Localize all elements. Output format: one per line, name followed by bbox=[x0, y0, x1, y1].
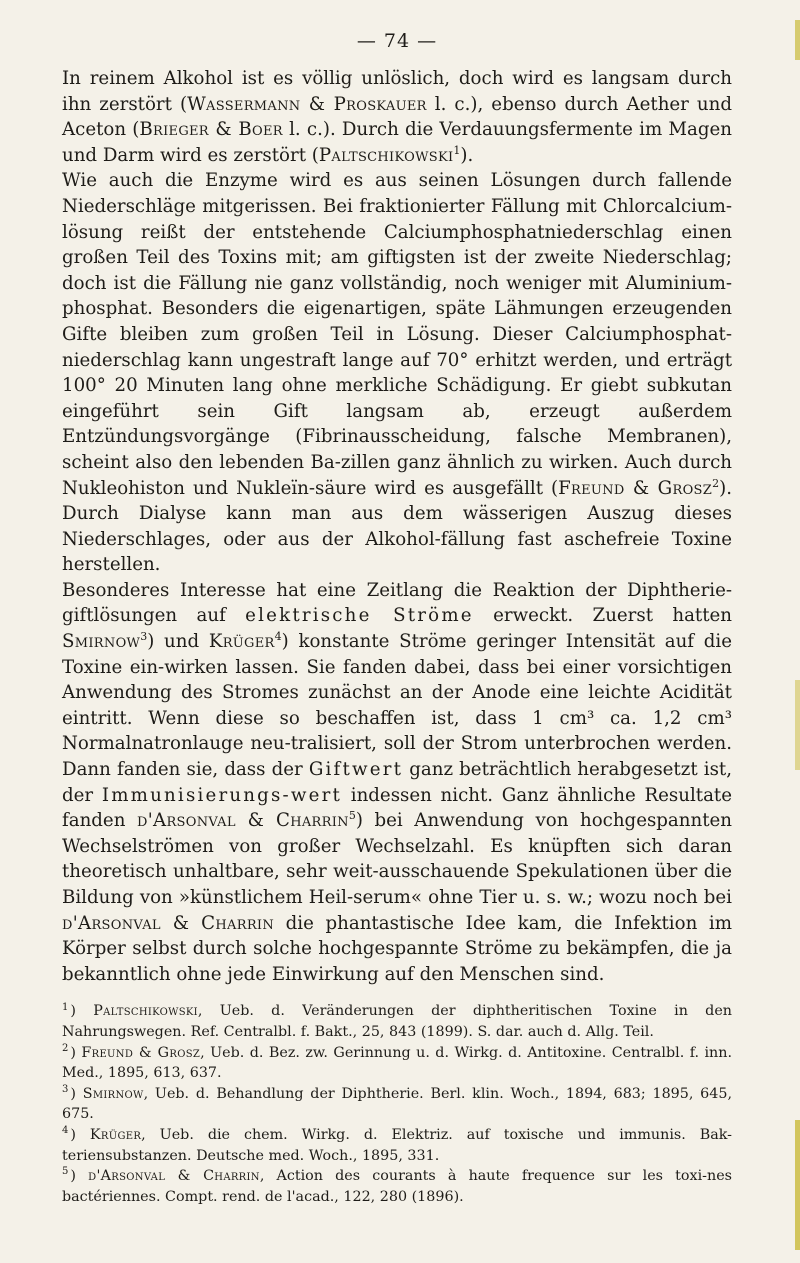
footnote bbox=[62, 1001, 732, 1042]
footnote bbox=[62, 1166, 732, 1207]
text-run: ). bbox=[460, 144, 474, 166]
footnote-number: 1 bbox=[62, 1001, 69, 1013]
paragraph bbox=[62, 66, 732, 168]
text-run: ) bei Anwendung von hochgespannten Wechselströmen von großer Wechselzahl. Es knüpften sich daran theoretisch unhaltbare, sehr weit-ausschauende Spekulationen über die Bildung von »künstlichem Heil-serum« ohne Tier u. s. w.; wozu noch bei bbox=[62, 810, 732, 908]
book-page bbox=[62, 30, 732, 1207]
body-text bbox=[62, 66, 732, 987]
emphasis-text: elektrische Ströme bbox=[245, 605, 474, 627]
text-run: , Ueb. d. Veränderungen der diphtheritischen Toxine in den Nahrungswegen. Ref. Centralbl. f. Bakt., 25, 843 (1899). S. dar. auch d. Allg. Teil. bbox=[62, 1003, 732, 1040]
author-name: Brieger & Boer bbox=[139, 119, 283, 141]
author-name: Smirnow bbox=[82, 1085, 144, 1102]
text-run: , Ueb. die chem. Wirkg. d. Elektriz. auf toxische und immunis. Bak-teriensubstanzen. Deutsche med. Woch., 1895, 331. bbox=[62, 1126, 732, 1164]
footnote-paren: ) bbox=[70, 1044, 82, 1061]
footnotes bbox=[62, 1001, 732, 1207]
author-name: Paltschikowski bbox=[318, 144, 454, 166]
footnote-number: 5 bbox=[62, 1166, 69, 1178]
footnote-paren: ) bbox=[70, 1126, 90, 1143]
text-run: ganz beträchtlich herabgesetzt ist, der bbox=[62, 759, 732, 806]
footnote-ref: 4 bbox=[274, 630, 282, 643]
footnote-number: 4 bbox=[62, 1125, 69, 1137]
footnote-ref: 3 bbox=[140, 630, 148, 643]
footnote-paren: ) bbox=[70, 1085, 83, 1102]
text-run: , Ueb. d. Behandlung der Diphtherie. Berl. klin. Woch., 1894, 683; 1895, 645, 675. bbox=[62, 1085, 733, 1123]
author-name: Krüger bbox=[208, 631, 275, 653]
author-name: Krüger bbox=[89, 1126, 142, 1143]
text-run: ) konstante Ströme geringer Intensität auf die Toxine ein-wirken lassen. Sie fanden dabei, dass bei einer vorsichtigen Anwendung des Stromes zunächst an der Anode eine leichte Acidität eintritt. Wenn diese so beschaffen ist, dass 1 cm³ ca. 1,2 cm³ Normalnatronlauge neu-tralisiert, soll der Strom unterbrochen werden. Dann fanden sie, dass der bbox=[62, 631, 732, 781]
text-run: l. c.), ebenso durch Aether und Aceton ( bbox=[62, 93, 732, 141]
footnote-ref: 2 bbox=[712, 476, 720, 490]
author-name: Freund & Grosz bbox=[558, 477, 713, 499]
author-name: d'Arsonval & Charrin bbox=[88, 1168, 260, 1185]
page-edge-mark bbox=[795, 20, 800, 60]
footnote bbox=[62, 1043, 732, 1084]
footnote-ref: 5 bbox=[348, 809, 356, 823]
emphasis-text: Giftwert bbox=[308, 759, 404, 781]
paragraph bbox=[62, 168, 732, 578]
author-name: Wassermann & Proskauer bbox=[187, 93, 427, 115]
author-name: Paltschikowski bbox=[93, 1003, 198, 1020]
text-run: In reinem Alkohol ist es völlig unlöslich, doch wird es langsam durch ihn zerstört ( bbox=[62, 68, 732, 115]
paragraph bbox=[62, 578, 732, 988]
footnote-paren: ) bbox=[70, 1003, 94, 1020]
text-run: indessen nicht. Ganz ähnliche Resultate fanden bbox=[62, 784, 732, 832]
footnote-number: 2 bbox=[62, 1042, 69, 1054]
text-run: die phantastische Idee kam, die Infektion im Körper selbst durch solche hochgespannte Ströme zu bekämpfen, die ja bekanntlich ohne jede Einwirkung auf den Menschen sind. bbox=[62, 912, 732, 985]
page-edge-mark bbox=[795, 680, 800, 770]
text-run: Besonderes Interesse hat eine Zeitlang die Reaktion der Diphtherie-giftlösungen auf bbox=[62, 579, 732, 627]
author-name: Freund & Grosz bbox=[81, 1044, 201, 1061]
page-edge-mark bbox=[795, 1120, 800, 1250]
footnote bbox=[62, 1084, 732, 1125]
emphasis-text: Immunisierungs-wert bbox=[101, 784, 343, 806]
footnote-number: 3 bbox=[62, 1083, 69, 1095]
footnote-paren: ) bbox=[70, 1168, 89, 1185]
footnote-ref: 1 bbox=[453, 143, 461, 157]
text-run: , Action des courants à haute frequence sur les toxi-nes bactériennes. Compt. rend. de l'acad., 122, 280 (1896). bbox=[62, 1168, 733, 1205]
page-number: — 74 — bbox=[356, 30, 438, 52]
author-name: d'Arsonval & Charrin bbox=[136, 810, 349, 832]
text-run: Wie auch die Enzyme wird es aus seinen Lösungen durch fallende Niederschläge mitgerissen. Bei fraktionierter Fällung mit Chlorcalcium-lösung reißt der entstehende Calciumphosphatniederschlag einen großen Teil des Toxins mit; am giftigsten ist der zweite Niederschlag; doch ist die Fällung nie ganz vollständig, noch weniger mit Aluminium-phosphat. Besonders die eigenartigen, späte Lähmungen erzeugenden Gifte bleiben zum großen Teil in Lösung. Dieser Calciumphosphat-niederschlag kann ungestraft lange auf 70° erhitzt werden, und erträgt 100° 20 Minuten lang ohne merkliche Schädigung. Er giebt subkutan eingeführt sein Gift langsam ab, erzeugt außerdem Entzündungsvorgänge (Fibrinausscheidung, falsche Membranen), scheint also den lebenden Ba-zillen ganz ähnlich zu wirken. Auch durch Nukleohiston und Nukleïn-säure wird es ausgefällt ( bbox=[62, 170, 732, 499]
footnote bbox=[62, 1125, 732, 1166]
author-name: Smirnow bbox=[62, 631, 141, 653]
author-name: d'Arsonval & Charrin bbox=[62, 912, 275, 934]
text-run: ). Durch Dialyse kann man aus dem wässerigen Auszug dieses Niederschlages, oder aus der Alkohol-fällung fast aschefreie Toxine herstellen. bbox=[62, 477, 732, 576]
text-run: , Ueb. d. Bez. zw. Gerinnung u. d. Wirkg. d. Antitoxine. Centralbl. f. inn. Med., 1895, 613, 637. bbox=[62, 1044, 733, 1082]
text-run: l. c.). Durch die Verdauungsfermente im Magen und Darm wird es zerstört ( bbox=[62, 119, 732, 166]
text-run: ) und bbox=[147, 631, 209, 653]
text-run: erweckt. Zuerst hatten bbox=[473, 605, 733, 627]
